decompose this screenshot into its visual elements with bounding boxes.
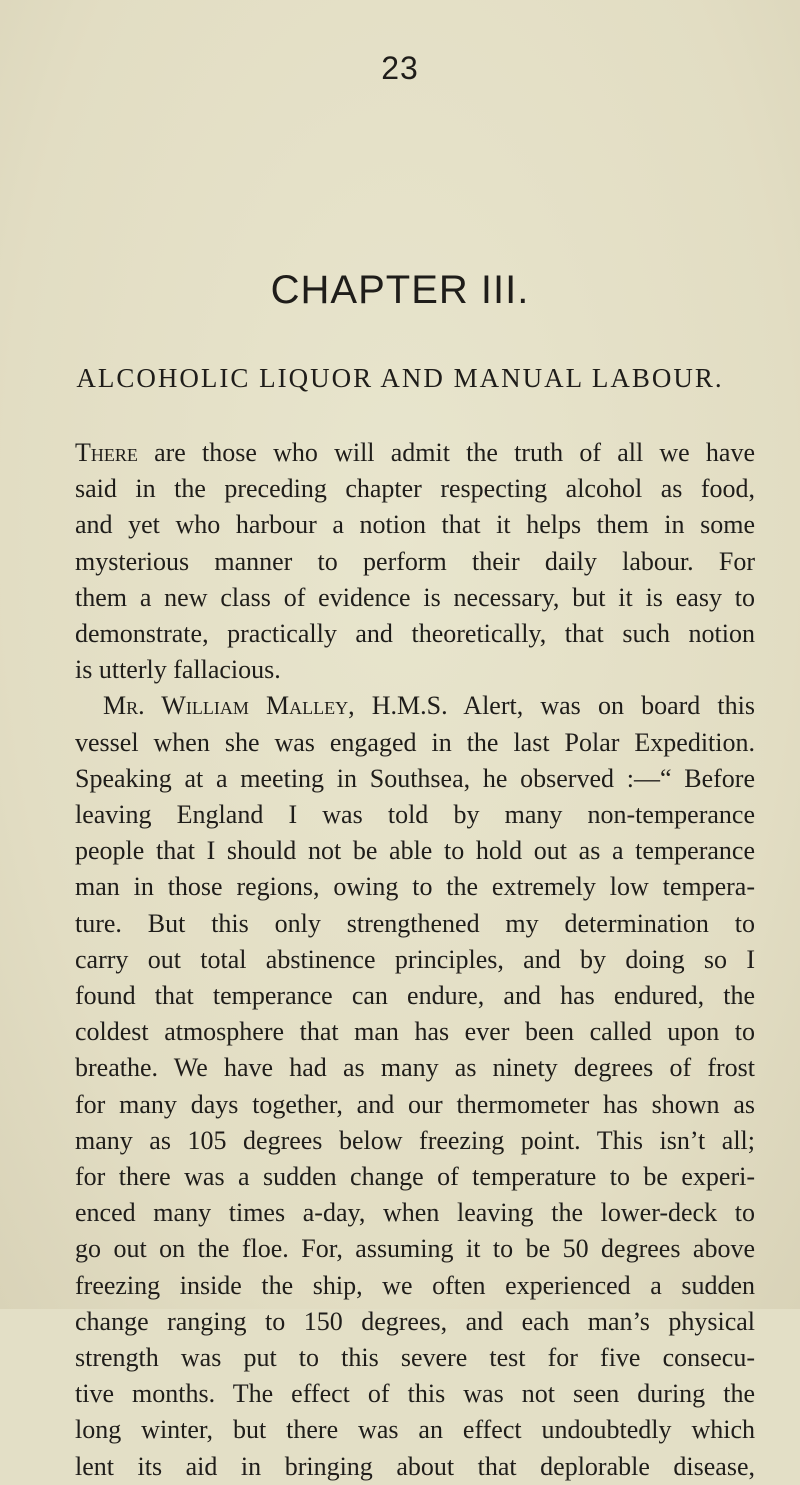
text-line: found that temperance can endure, and has endured, the [75, 981, 755, 1011]
text-line: freezing inside the ship, we often experienced a sudden [75, 1270, 755, 1300]
text-line: ture. But this only strengthened my determination to [75, 908, 755, 938]
page-number: 23 [381, 50, 419, 86]
text-line: lent its aid in bringing about that deplorable disease, [75, 1451, 755, 1481]
text-line: mysterious manner to perform their daily labour. For [75, 546, 755, 576]
text-line: coldest atmosphere that man has ever been called upon to [75, 1017, 755, 1047]
text-line: There are those who will admit the truth of all we have [75, 438, 755, 467]
paragraph-lead: Mr. William Malley, [103, 691, 355, 721]
text-line: leaving England I was told by many non-temperance [75, 800, 755, 830]
text-line: tive months. The effect of this was not seen during the [75, 1379, 755, 1409]
text-line: carry out total abstinence principles, and by doing so I [75, 944, 755, 974]
text-line: Mr. William Malley, H.M.S. Alert, was on board this [103, 691, 755, 721]
text-line: change ranging to 150 degrees, and each man’s physical [75, 1306, 755, 1336]
text-line: go out on the floe. For, assuming it to be 50 degrees above [75, 1234, 755, 1264]
text-line: for there was a sudden change of temperature to be experi- [75, 1162, 755, 1192]
text-line: man in those regions, owing to the extremely low tempera- [75, 872, 755, 902]
body-text [75, 435, 755, 1485]
text-line: demonstrate, practically and theoretically, that such notion [75, 619, 755, 649]
text-line: enced many times a-day, when leaving the lower-deck to [75, 1198, 755, 1228]
text-line: long winter, but there was an effect undoubtedly which [75, 1415, 755, 1445]
chapter-title: CHAPTER III. [270, 268, 530, 312]
chapter-subtitle: ALCOHOLIC LIQUOR AND MANUAL LABOUR. [76, 363, 724, 393]
text-line: and yet who harbour a notion that it helps them in some [75, 510, 755, 540]
text-line: is utterly fallacious. [75, 655, 281, 685]
text-line: vessel when she was engaged in the last Polar Expedition. [75, 727, 755, 757]
text-line: Speaking at a meeting in Southsea, he observed :—“ Before [75, 763, 755, 793]
text-line: many as 105 degrees below freezing point. This isn’t all; [75, 1125, 755, 1155]
text-line: for many days together, and our thermometer has shown as [75, 1089, 755, 1119]
text-line: people that I should not be able to hold out as a temperance [75, 836, 755, 866]
text-line: strength was put to this severe test for five consecu- [75, 1343, 755, 1373]
paragraph-lead: There [75, 438, 138, 467]
text-line: said in the preceding chapter respecting alcohol as food, [75, 474, 755, 504]
text-line: breathe. We have had as many as ninety degrees of frost [75, 1053, 755, 1083]
text-line: them a new class of evidence is necessary, but it is easy to [75, 582, 755, 612]
